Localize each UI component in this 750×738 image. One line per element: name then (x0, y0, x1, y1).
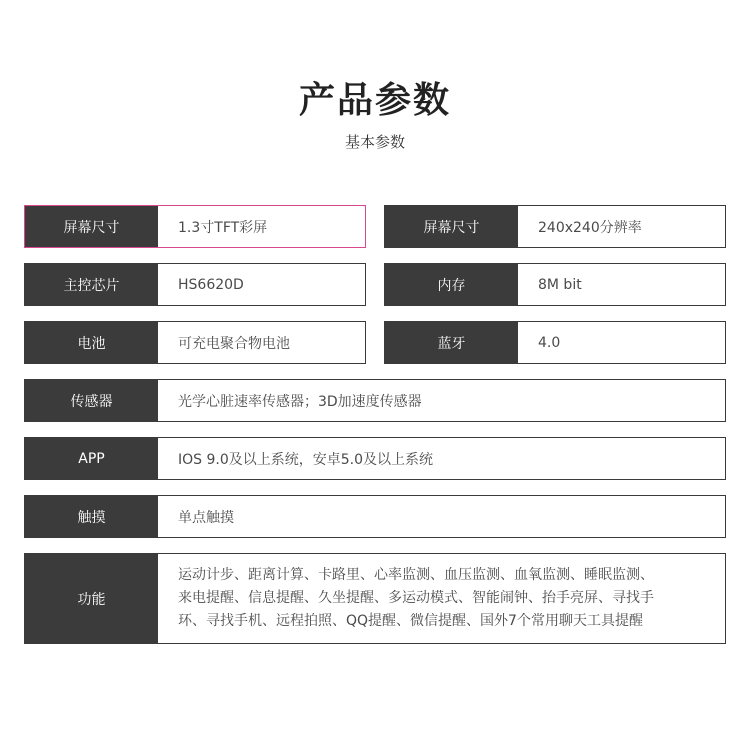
spec-label: APP (25, 438, 158, 479)
function-line: 来电提醒、信息提醒、久坐提醒、多运动模式、智能闹钟、抬手亮屏、寻找手 (178, 590, 654, 606)
spec-label: 触摸 (25, 496, 158, 537)
spec-value: 240x240分辨率 (538, 219, 642, 236)
spec-label: 蓝牙 (385, 322, 518, 363)
spec-value: 单点触摸 (178, 509, 234, 526)
spec-value: 可充电聚合物电池 (178, 335, 290, 352)
function-line: 运动计步、距离计算、卡路里、心率监测、血压监测、血氧监测、睡眠监测、 (178, 567, 654, 583)
spec-label: 传感器 (25, 380, 158, 421)
spec-label: 功能 (25, 554, 158, 643)
page-title: 产品参数 (298, 80, 451, 121)
spec-row-memory (384, 263, 726, 306)
spec-label: 主控芯片 (25, 264, 158, 305)
spec-value: 光学心脏速率传感器；3D加速度传感器 (178, 393, 422, 410)
spec-value: 4.0 (538, 334, 561, 351)
spec-row-functions (24, 553, 726, 644)
spec-label: 屏幕尺寸 (25, 206, 158, 247)
function-line: 环、寻找手机、远程拍照、QQ提醒、微信提醒、国外7个常用聊天工具提醒 (178, 613, 643, 629)
page-subtitle: 基本参数 (344, 133, 405, 151)
spec-value: HS6620D (178, 276, 244, 293)
spec-value: 1.3寸TFT彩屏 (178, 219, 268, 236)
spec-label: 内存 (385, 264, 518, 305)
spec-row-touch (24, 495, 726, 538)
spec-row-chip (24, 263, 366, 306)
spec-value: IOS 9.0及以上系统，安卓5.0及以上系统 (178, 451, 434, 468)
spec-label: 电池 (25, 322, 158, 363)
spec-row-screen-size (24, 205, 366, 248)
spec-row-app (24, 437, 726, 480)
spec-row-battery (24, 321, 366, 364)
spec-value-functions (158, 554, 725, 643)
spec-row-resolution (384, 205, 726, 248)
spec-label: 屏幕尺寸 (385, 206, 518, 247)
spec-row-bluetooth (384, 321, 726, 364)
spec-value: 8M bit (538, 276, 582, 293)
spec-row-sensor (24, 379, 726, 422)
